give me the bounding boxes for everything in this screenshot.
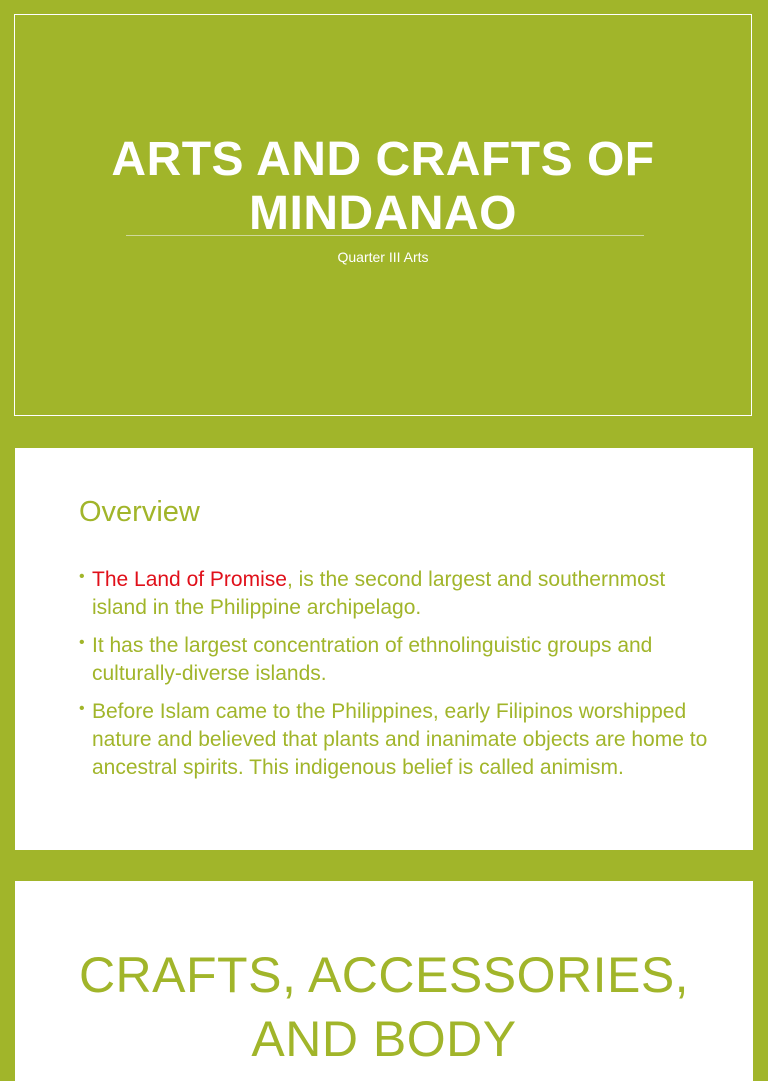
title-divider bbox=[126, 235, 644, 236]
overview-slide bbox=[15, 448, 753, 850]
title-slide bbox=[14, 14, 752, 416]
crafts-slide bbox=[15, 881, 753, 1081]
bullet-dot-icon: • bbox=[79, 634, 85, 651]
bullet-text: It has the largest concentration of ethnolinguistic groups and culturally-diverse islands. bbox=[92, 634, 653, 685]
bullet-text: , is the second largest and southernmost island in the Philippine archipelago. bbox=[92, 568, 666, 619]
bullet-dot-icon: • bbox=[79, 568, 85, 585]
crafts-title bbox=[15, 943, 753, 1071]
slide-title-line-1: ARTS AND CRAFTS OF bbox=[111, 133, 655, 186]
overview-bullet-3 bbox=[79, 698, 709, 782]
bullet-text: Before Islam came to the Philippines, early Filipinos worshipped nature and believed that plants and inanimate objects are home to ancestral spirits. This indigenous belief is called animism. bbox=[92, 700, 708, 779]
overview-heading: Overview bbox=[79, 496, 200, 528]
overview-bullet-list bbox=[79, 566, 709, 792]
crafts-title-line-1: CRAFTS, ACCESSORIES, bbox=[78, 947, 690, 1003]
overview-bullet-1 bbox=[79, 566, 709, 622]
highlight-text: The Land of Promise bbox=[92, 568, 287, 591]
slide-title bbox=[15, 133, 751, 241]
slide-title-line-2: MINDANAO bbox=[249, 187, 517, 240]
overview-bullet-2 bbox=[79, 632, 709, 688]
bullet-dot-icon: • bbox=[79, 700, 85, 717]
crafts-title-line-2: AND BODY bbox=[251, 1011, 517, 1067]
slide-subtitle: Quarter III Arts bbox=[337, 249, 429, 265]
